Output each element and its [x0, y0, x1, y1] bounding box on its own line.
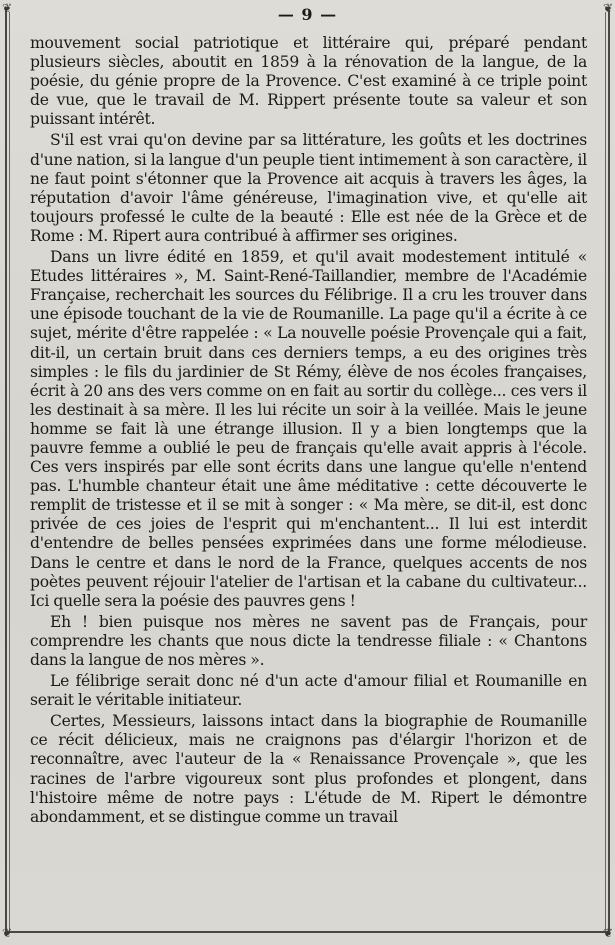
paragraph: Certes, Messieurs, laissons intact dans la biographie de Roumanille ce récit délicieux, mais ne craignons pas d'élargir l'horizon et de reconnaître, avec l'auteur de la « Renaissance Provençale », que les racines de l'arbre vigoureux sont plus profondes et plongent, dans l'histoire même de notre pays : L'étude de M. Ripert le démontre abondamment, et se distingue comme un travail [30, 712, 587, 826]
paragraph: Le félibrige serait donc né d'un acte d'amour filial et Roumanille en serait le véritable initiateur. [30, 672, 587, 710]
bottom-border-rule [5, 931, 610, 933]
right-border-rule [608, 10, 610, 935]
corner-ornament-icon: ❦ [602, 1, 613, 15]
paragraph: Dans un livre édité en 1859, et qu'il avait modestement intitulé « Etudes littéraires », M. Saint-René-Taillandier, membre de l'Académie Française, recherchait les sources du Félibrige. Il a cru les trouver dans une épisode touchant de la vie de Roumanille. La page qu'il a écrite à ce sujet, mérite d'être rappelée : « La nouvelle poésie Provençale qui a fait, dit-il, un certain bruit dans ces derniers temps, a eu des origines très simples : le fils du jardinier de St Rémy, élève de nos écoles françaises, écrit à 20 ans des vers comme on en fait au sortir du collège... ces vers il les destinait à sa mère. Il les lui récite un soir à la veillée. Mais le jeune homme se fait là une étrange illusion. Il y a bien longtemps que la pauvre femme a oublié le peu de français qu'elle avait appris à l'école. Ces vers inspirés par elle sont écrits dans une langue qu'elle n'entend pas. L'humble chanteur était une âme méditative : cette découverte le remplit de tristesse et il se mit à songer : « Ma mère, se dit-il, est donc privée de ces joies de l'esprit qui m'enchantent... Il lui est interdit d'entendre de belles pensées exprimées dans une forme mélodieuse. Dans le centre et dans le nord de la France, quelques accents de nos poètes peuvent réjouir l'atelier de l'artisan et la cabane du cultivateur... Ici quelle sera la poésie des pauvres gens ! [30, 248, 587, 610]
left-border-rule [5, 10, 7, 935]
body-text [30, 34, 587, 829]
paragraph: Eh ! bien puisque nos mères ne savent pas de Français, pour comprendre les chants que nous dicte la tendresse filiale : « Chantons dans la langue de nos mères ». [30, 612, 587, 669]
left-inner-rule [9, 12, 10, 933]
corner-ornament-icon: ❦ [602, 926, 613, 940]
paragraph: S'il est vrai qu'on devine par sa littérature, les goûts et les doctrines d'une nation, si la langue d'un peuple tient intimement à son caractère, il ne faut point s'étonner que la Provence ait acquis à travers les âges, la réputation d'avoir l'âme généreuse, l'imagination vive, et qu'elle ait toujours professé le culte de la beauté : Elle est née de la Grèce et de Rome : M. Ripert aura contribué à affirmer ses origines. [30, 131, 587, 245]
paragraph: mouvement social patriotique et littéraire qui, préparé pendant plusieurs siècles, aboutit en 1859 à la rénovation de la langue, de la poésie, du génie propre de la Provence. C'est examiné à ce triple point de vue, que le travail de M. Rippert présente toute sa valeur et son puissant intérêt. [30, 34, 587, 129]
page-number: — 9 — [277, 5, 338, 24]
right-inner-rule [605, 12, 606, 933]
corner-ornament-icon: ❦ [2, 926, 13, 940]
corner-ornament-icon: ❦ [2, 1, 13, 15]
